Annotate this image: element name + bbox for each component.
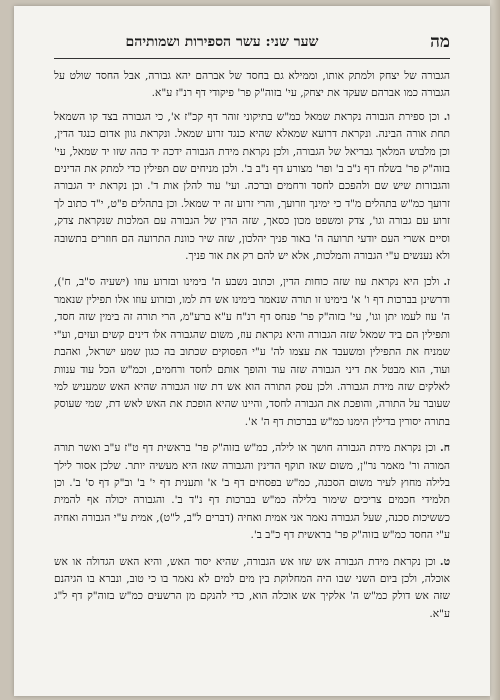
page-body: [54, 68, 450, 676]
paragraph-vav: [54, 109, 450, 266]
paragraph-text: וכן ספירת הגבורה נקראת שמאל כמ"ש בתיקוני זוהר דף קכ"ז א', כי הגבורה בצד קו השמאל תחת אורה הבינה. ונקראת דרועא שמאלא שהיא כנגד זרוע שמאל. ונקראת גוון אדום כנגד הדין, וכן מלבוש המלאך גבריאל של הגבורה, ולכן נקראת מידת הגבורה ידכה יד כהה שזו יד שמאל, עי' בזוה"ק פר' בשלח דף נ"ב ב' ופר' מצורע דף נ"ב ב'. ולכן מניחים שם תפילין כדי למתק את הדינים והגבורות שיש שם ולהפכם לחסד ורחמים וברכה. ועי' עוד להלן אות ד'. וכן נקראת יד הגבורה זרועך כמ"ש בתהלים מ"ד כי ימינך וזרועך, והרי זרוע זה יד שמאל. וכן בתהלים פ"ט, י"ד כתוב לך זרוע עם גבורה וגו', צדק ומשפט מכון כסאך, שזה הדין של הגבורה עם המלכות שנקראת צדק, וסיים אשרי העם יודעי תרועה ה' באור פניך יהלכון, שזה שיר כוונת התרועה הם חוזרים בתשובה ולא נענשים ע"י הגבורה והמלכות, אלא יש להם רק את אור פניך.: [54, 110, 450, 263]
paragraph-chet: [54, 440, 450, 544]
book-page: [14, 6, 490, 696]
opening-paragraph: הגבורה של יצחק ולמתק אותו, וממילא גם בחסד של אברהם יהא גבורה, אבל החסד שולט על הגבורה כמו אברהם שעקד את יצחק, עי' בזוה"ק פר' פיקודי דף רנ"ז ע"א.: [54, 70, 450, 100]
paragraph-text: ולכן היא נקראת עוז שזה כוחות הדין, וכתוב נשבע ה' בימינו ובזרוע עוזו (ישעיה ס"ב, ח'), ודרשינן בברכות דף ו' א' בימינו זו תורה שנאמר בימינו אש דת למו, ובזרוע עוזו אלו תפילין שנאמר ה' עוז לעמו יתן וגו', עי' בזוה"ק פר' פנחס דף רנ"ח ע"א ברע"מ, הרי תורה זה בימין שזה חסד, ותפילין הם ביד שמאל שזה הגבורה והיא נקראת עוז, משום שהגבורה אלו דינים קשים ועזים, וע"י שמניח את התפילין ומשעבד את עצמו לה' ע"י הפסוקים שכתוב בה כגון שמע ישראל, ואהבת ועוד, הוא מבטל את דיני הגבורה שזה עוד והופך אותם לחסד ורחמים, וכמ"ש הכל עוד ענוות לאלקים שזה מידת הגבורה. ולכן עסק התורה הוא אש דת שזו הגבורה שהיא האש שמעניש למי שעובר על התורה, והופכת את הגבורה לחסד, והיינו שהיא הופכת את האש לאש דת, שמי שעוסק בתורה יסורין בדילין הימנו כמ"ש בברכות דף ה' א'.: [54, 276, 450, 428]
paragraph-label: ט.: [439, 555, 450, 568]
book-edge: [490, 0, 500, 700]
paragraph-label: ז.: [443, 276, 450, 289]
running-title: שער שני: עשר הספירות ושמותיהם: [125, 34, 319, 50]
paragraph-text: וכן נקראת מידת הגבורה חושך או לילה, כמ"ש בזוה"ק פר' בראשית דף ט"ז ע"ב ואשר תורה המורה ור' מאמר נר"ן, משום שאז תוקף הדינין והגבורה שאז היא מעשיה יותר. שלכן אסור לילך בלילה מחוץ לעיר משום הסכנה, כמ"ש בפסחים דף ב' א' ותענית דף י' ב' וב"ק דף ס' ב'. וכן תלמידי חכמים צריכים שימור בלילה כמ"ש בברכות דף נ"ד ב'. והגבורה יכולה אף להמית כששיכות סכנה, שעל הגבורה נאמר אני אמית ואחיה (דברים ל"ב, ל"ט), אמית ע"י הגבורה ואחיה ע"י החסד כמ"ש בזוה"ק פר' בראשית דף כ"ב ב'.: [54, 442, 450, 542]
paragraph-text: וכן נקראת מידת הגבורה אש שזו אש הגבורה, שהיא יסוד האש, והיא האש הגדולה או אש אוכלה, ולכן ביום השני שבו היה המחלוקת בין מים למים לא נאמר בו כי טוב, ונברא בו הגיהנם שזה אש דולק כמ"ש ה' אלקיך אש אוכלה הוא, כדי להנקם מן הרשעים כמ"ש בזוה"ק דף ל"ג ע"א.: [54, 555, 450, 620]
paragraph-tet: [54, 554, 450, 624]
page-header: [54, 32, 450, 56]
header-rule: [54, 58, 450, 59]
paragraph-label: ו.: [443, 110, 450, 123]
page-number: מה: [430, 32, 450, 52]
paragraph-label: ח.: [440, 442, 450, 455]
paragraph-zayin: [54, 274, 450, 431]
